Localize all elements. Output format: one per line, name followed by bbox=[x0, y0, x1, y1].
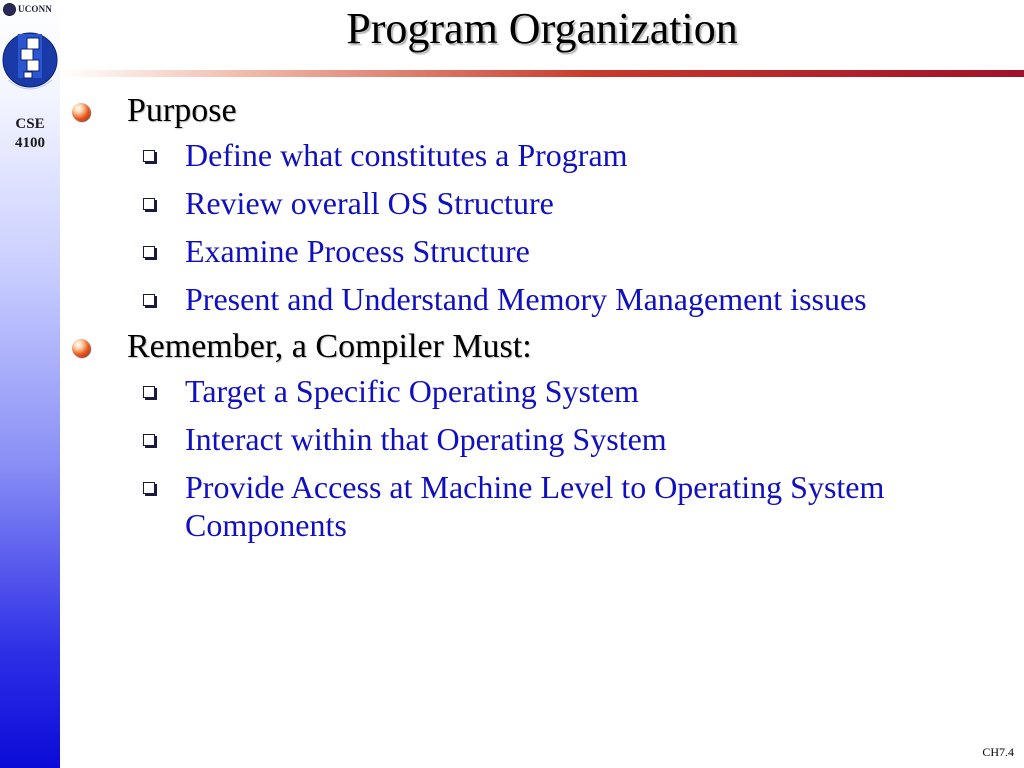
list-item-text: Target a Specific Operating System bbox=[185, 373, 639, 409]
section-heading bbox=[72, 92, 1012, 130]
list-item-text: Review overall OS Structure bbox=[185, 185, 554, 221]
list-item bbox=[72, 280, 1012, 318]
round-bullet-icon bbox=[72, 339, 90, 357]
sidebar bbox=[0, 0, 60, 768]
square-bullet-icon bbox=[143, 482, 155, 494]
uconn-mark bbox=[3, 2, 52, 16]
round-bullet-icon bbox=[72, 103, 90, 121]
square-bullet-icon bbox=[143, 198, 155, 210]
list-item-text: Present and Understand Memory Management issues bbox=[185, 281, 867, 317]
list-item-text: Define what constitutes a Program bbox=[185, 137, 628, 173]
list-item-text: Provide Access at Machine Level to Operating System Components bbox=[185, 469, 885, 543]
square-bullet-icon bbox=[143, 294, 155, 306]
section-label: Remember, a Compiler Must: bbox=[127, 328, 532, 365]
slide-content bbox=[72, 92, 1012, 554]
square-bullet-icon bbox=[143, 246, 155, 258]
list-item bbox=[72, 372, 1012, 410]
section-label: Purpose bbox=[127, 92, 237, 129]
title-divider bbox=[60, 70, 1024, 77]
list-item-text: Interact within that Operating System bbox=[185, 421, 667, 457]
course-label bbox=[0, 115, 60, 153]
section-heading bbox=[72, 328, 1012, 366]
list-item bbox=[72, 184, 1012, 222]
square-bullet-icon bbox=[143, 434, 155, 446]
square-bullet-icon bbox=[143, 150, 155, 162]
course-code-line1: CSE bbox=[15, 116, 45, 132]
list-item bbox=[72, 420, 1012, 458]
list-item bbox=[72, 136, 1012, 174]
university-name: UCONN bbox=[18, 4, 52, 14]
slide-title: Program Organization bbox=[346, 4, 738, 53]
list-item-text: Examine Process Structure bbox=[185, 233, 530, 269]
list-item bbox=[72, 468, 1012, 544]
slide-number: CH7.4 bbox=[982, 745, 1014, 759]
square-bullet-icon bbox=[143, 386, 155, 398]
list-item bbox=[72, 232, 1012, 270]
course-code-line2: 4100 bbox=[15, 135, 45, 151]
department-logo-icon bbox=[2, 20, 58, 100]
uconn-seal-icon bbox=[3, 3, 16, 16]
